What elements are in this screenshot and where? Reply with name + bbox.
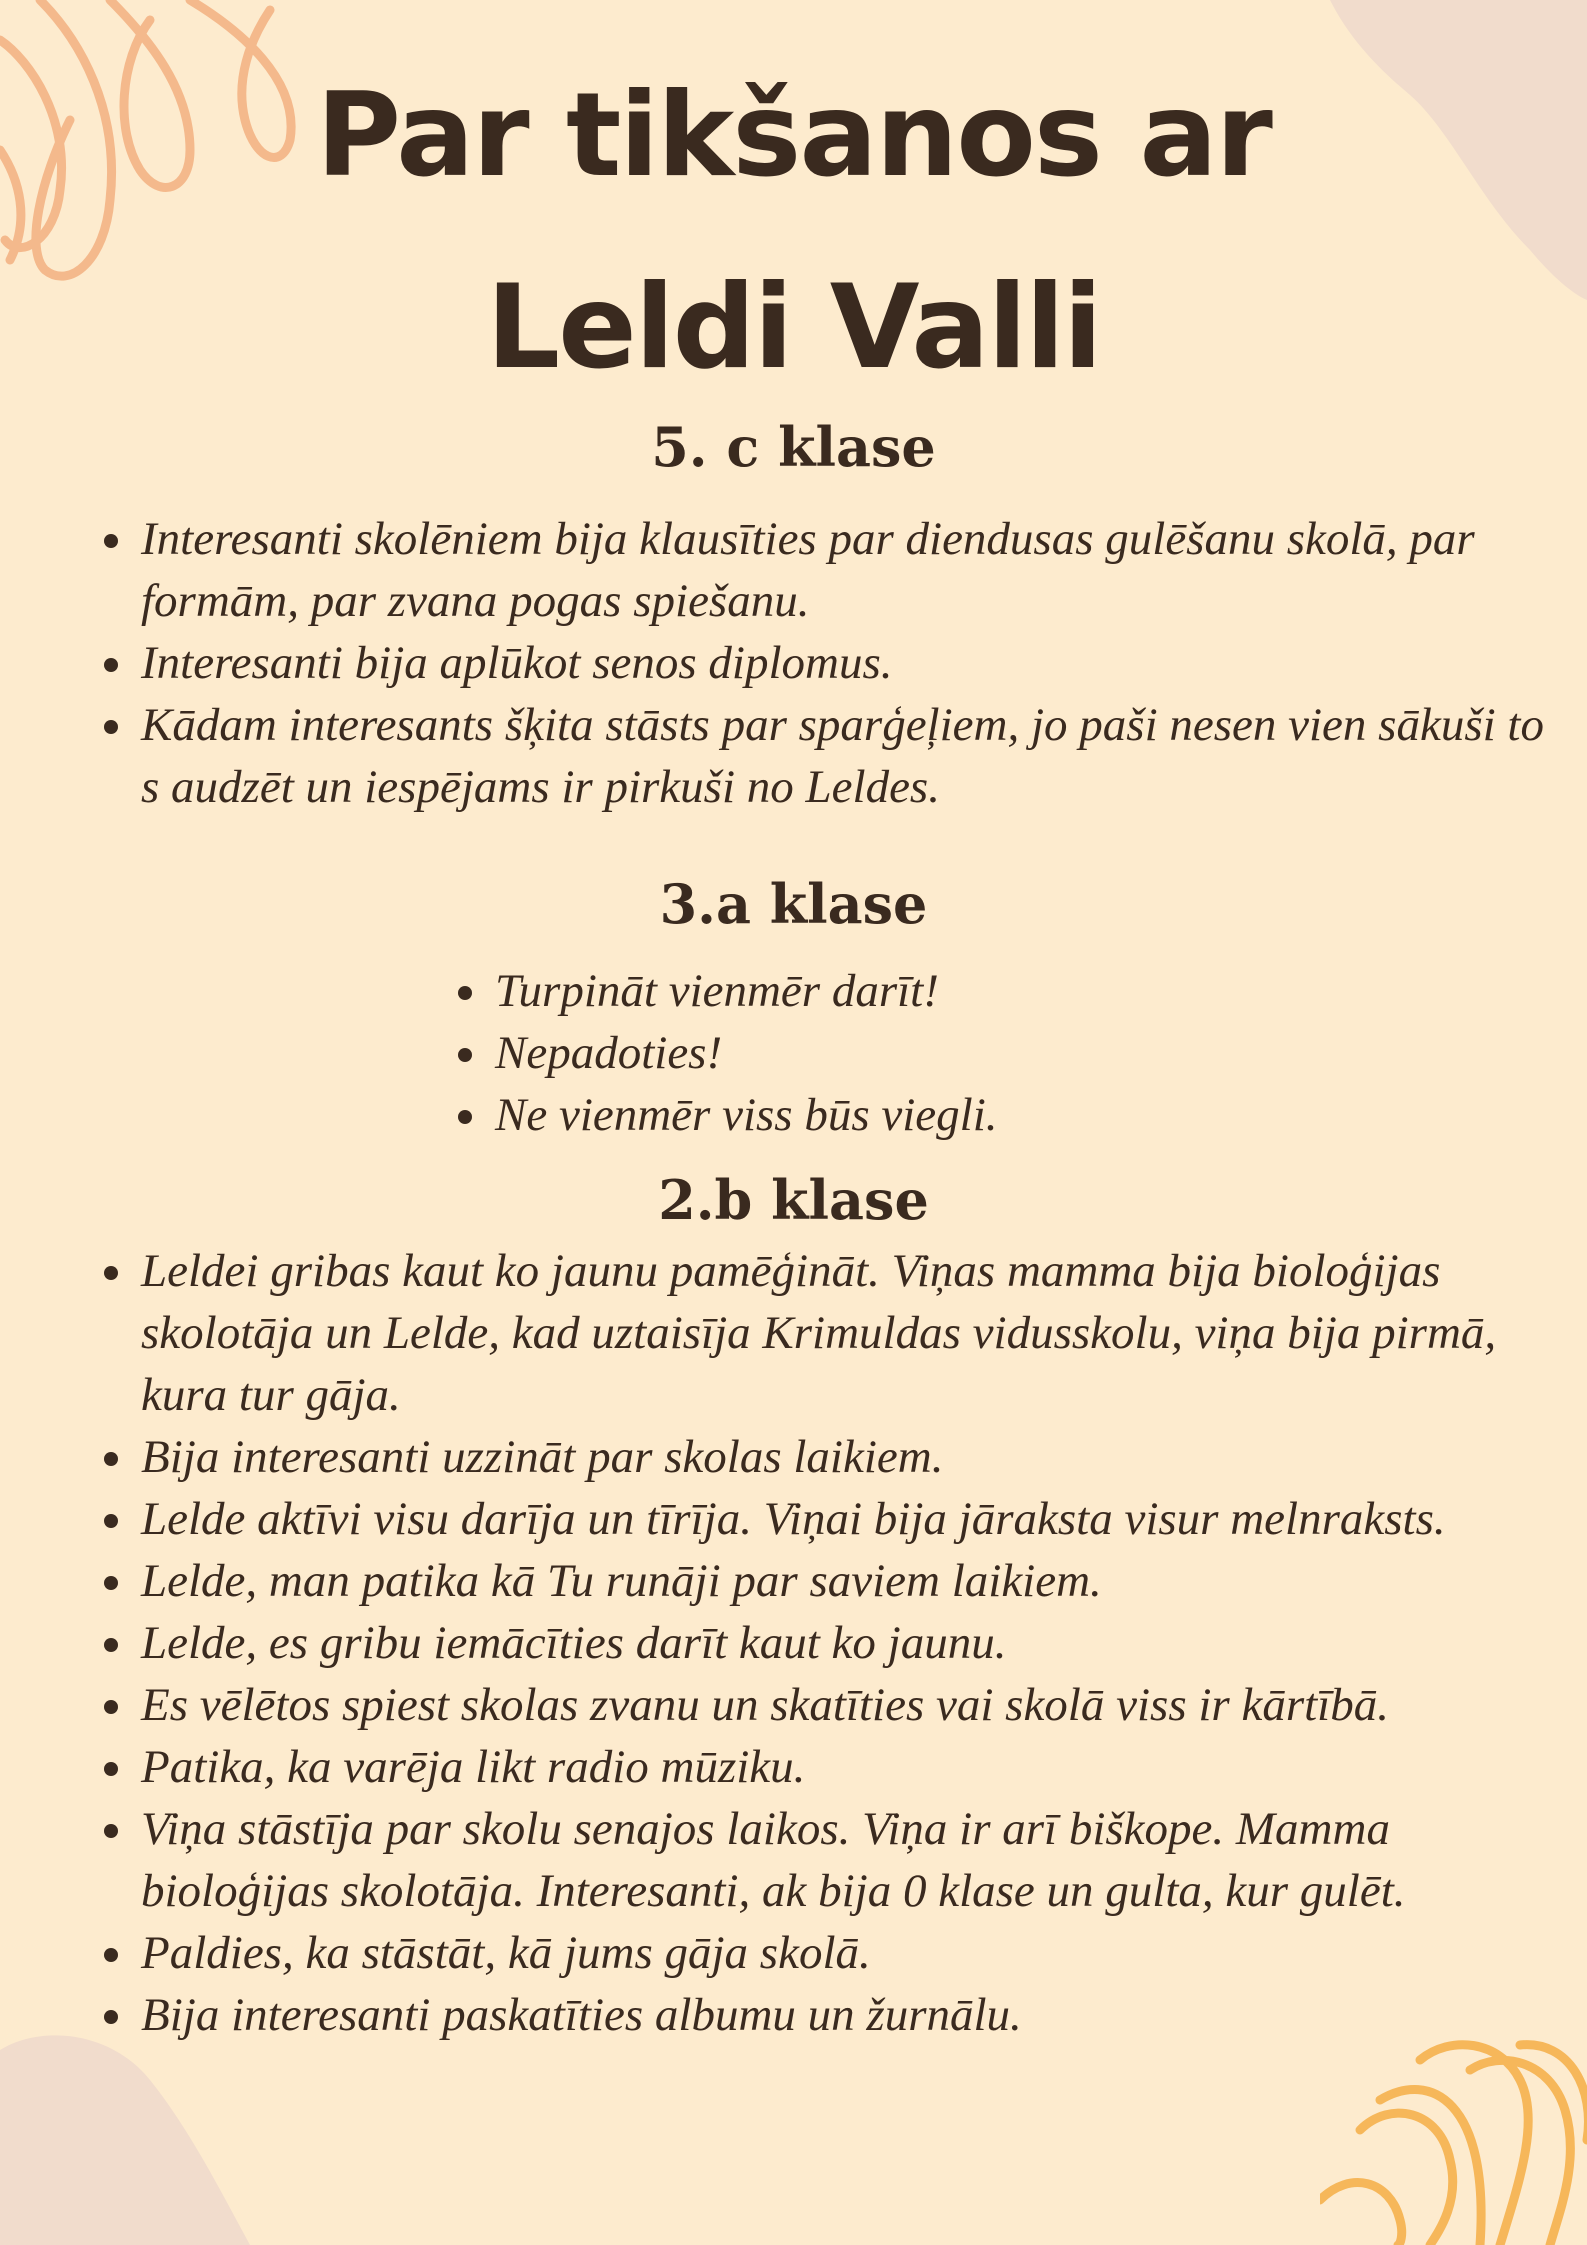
list-item: Es vēlētos spiest skolas zvanu un skatīties vai skolā viss ir kārtībā. — [98, 1674, 1558, 1736]
list-item: Lelde, es gribu iemācīties darīt kaut ko jaunu. — [98, 1612, 1558, 1674]
section-heading-3a: 3.a klase — [659, 872, 928, 936]
list-item: Bija interesanti uzzināt par skolas laikiem. — [98, 1426, 1558, 1488]
list-item: Viņa stāstīja par skolu senajos laikos. Viņa ir arī biškope. Mamma bioloģijas skolotāja. Interesanti, ak bija 0 klase un gulta, kur gulēt. — [98, 1798, 1558, 1922]
list-3a — [452, 960, 1252, 1146]
list-5c — [98, 508, 1548, 818]
list-item: Interesanti bija aplūkot senos diplomus. — [98, 632, 1548, 694]
list-item: Interesanti skolēniem bija klausīties par diendusas gulēšanu skolā, par formām, par zvana pogas spiešanu. — [98, 508, 1548, 632]
list-2b — [98, 1240, 1558, 2046]
list-item: Patika, ka varēja likt radio mūziku. — [98, 1736, 1558, 1798]
list-item: Turpināt vienmēr darīt! — [452, 960, 1252, 1022]
list-item: Ne vienmēr viss būs viegli. — [452, 1084, 1252, 1146]
list-item: Nepadoties! — [452, 1022, 1252, 1084]
section-heading-2b: 2.b klase — [658, 1168, 929, 1232]
section-heading-5c: 5. c klase — [651, 415, 936, 479]
list-item: Bija interesanti paskatīties albumu un žurnālu. — [98, 1984, 1558, 2046]
bottom-right-scribble — [1320, 2040, 1587, 2245]
list-item: Kādam interesants šķita stāsts par sparģeļiem, jo paši nesen vien sākuši to s audzēt un iespējams ir pirkuši no Leldes. — [98, 694, 1548, 818]
title-line-1: Par tikšanos ar — [316, 68, 1271, 203]
bottom-left-blob — [0, 2020, 260, 2245]
list-item: Lelde aktīvi visu darīja un tīrīja. Viņai bija jāraksta visur melnraksts. — [98, 1488, 1558, 1550]
list-item: Leldei gribas kaut ko jaunu pamēģināt. Viņas mamma bija bioloģijas skolotāja un Lelde, kad uztaisīja Krimuldas vidusskolu, viņa bija pirmā, kura tur gāja. — [98, 1240, 1558, 1426]
page-title — [0, 40, 1587, 424]
list-item: Lelde, man patika kā Tu runāji par saviem laikiem. — [98, 1550, 1558, 1612]
list-item: Paldies, ka stāstāt, kā jums gāja skolā. — [98, 1922, 1558, 1984]
title-line-2: Leldi Valli — [486, 260, 1101, 395]
